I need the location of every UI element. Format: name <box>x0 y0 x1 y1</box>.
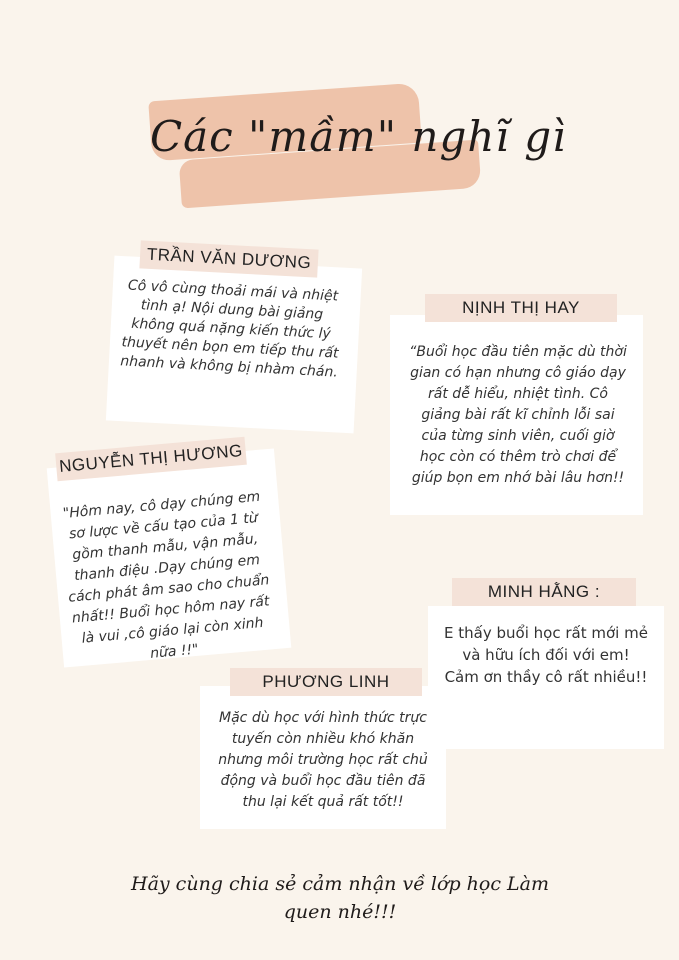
testimonial-text-ninh-thi-hay: “Buổi học đầu tiên mặc dù thời gian có hạn nhưng cô giáo dạy rất dễ hiểu, nhiệt tình. Cô giảng bài rất kĩ chỉnh lỗi sai của từng sinh viên, cuối giờ học còn có thêm trò chơi để giúp bọn em nhớ bài lâu hơn!! <box>409 344 627 486</box>
testimonial-text-minh-hang: E thấy buổi học rất mới mẻ và hữu ích đối với em! Cảm ơn thầy cô rất nhiều!! <box>444 624 648 686</box>
name-tag-ninh-thi-hay: NỊNH THỊ HAY <box>425 294 617 322</box>
page-title: Các "mầm" nghĩ gì <box>150 112 567 161</box>
name-tag-tran-van-duong: TRẦN VĂN DƯƠNG <box>139 240 318 277</box>
footer-message: Hãy cùng chia sẻ cảm nhận về lớp học Làm quen nhé!!! <box>131 873 549 923</box>
testimonial-text-nguyen-thi-huong: "Hôm nay, cô dạy chúng em sơ lược về cấu tạo của 1 từ gồm thanh mẫu, vận mẫu, thanh điệu .Dạy chúng em cách phát âm sao cho chuẩn nhất!! Buổi học hôm nay rất là vui ,cô giáo lại còn xinh nữa !!" <box>62 488 271 662</box>
name-tag-nguyen-thi-huong: NGUYỄN THỊ HƯƠNG <box>55 437 247 481</box>
name-tag-phuong-linh: PHƯƠNG LINH <box>230 668 422 696</box>
testimonial-text-phuong-linh: Mặc dù học với hình thức trực tuyến còn nhiều khó khăn nhưng môi trường học rất chủ động và buổi học đầu tiên đã thu lại kết quả rất tốt!! <box>218 710 428 810</box>
name-tag-minh-hang: MINH HẰNG : <box>452 578 636 606</box>
testimonial-text-tran-van-duong: Cô vô cùng thoải mái và nhiệt tình ạ! Nội dung bài giảng không quá nặng kiến thức lý thuyết nên bọn em tiếp thu rất nhanh và không bị nhàm chán. <box>119 277 339 381</box>
